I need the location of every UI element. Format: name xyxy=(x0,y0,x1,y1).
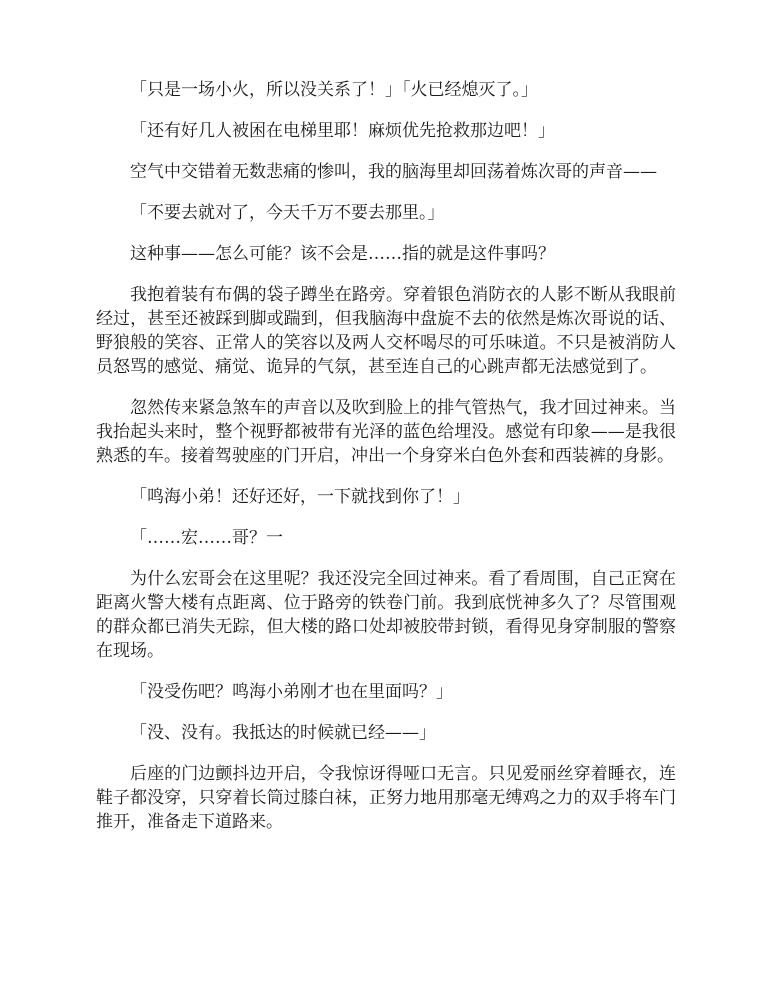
paragraph-12: 「没、没有。我抵达的时候就已经——」 xyxy=(130,723,436,743)
paragraph-13: 后座的门边颤抖边开启，令我惊讶得哑口无言。只见爱丽丝穿着睡衣，连鞋子都没穿，只穿着长筒过膝白袜，正努力地用那毫无缚鸡之力的双手将车门推开，准备走下道路来。 xyxy=(96,764,676,832)
paragraph-2: 「还有好几人被困在电梯里耶！麻烦优先抢救那边吧！」 xyxy=(130,121,555,141)
paragraph-11: 「没受伤吧？鸣海小弟刚才也在里面吗？」 xyxy=(130,682,453,702)
paragraph-4: 「不要去就对了，今天千万不要去那里。」 xyxy=(130,203,445,223)
paragraph-7: 忽然传来紧急煞车的声音以及吹到脸上的排气管热气，我才回过神来。当我抬起头来时，整个视野都被带有光泽的蓝色给埋没。感觉有印象——是我很熟悉的车。接着驾驶座的门开启，冲出一个身穿米白色外套和西装裤的身影。 xyxy=(96,398,676,466)
paragraph-3: 空气中交错着无数悲痛的惨叫，我的脑海里却回荡着炼次哥的声音—— xyxy=(130,162,657,182)
paragraph-10: 为什么宏哥会在这里呢？我还没完全回过神来。看了看周围，自己正窝在距离火警大楼有点距离、位于路旁的铁卷门前。我到底恍神多久了？尽管围观的群众都已消失无踪，但大楼的路口处却被胶带封锁，看得见身穿制服的警察在现场。 xyxy=(96,569,676,661)
paragraph-5: 这种事——怎么可能？该不会是……指的就是这件事吗？ xyxy=(130,244,555,264)
paragraph-9: 「……宏……哥？一 xyxy=(130,528,283,548)
paragraph-6: 我抱着装有布偶的袋子蹲坐在路旁。穿着银色消防衣的人影不断从我眼前经过，甚至还被踩到脚或踹到，但我脑海中盘旋不去的依然是炼次哥说的话、野狼般的笑容、正常人的笑容以及两人交杯喝尽的可乐味道。不只是被消防人员怒骂的感觉、痛觉、诡异的气氛，甚至连自己的心跳声都无法感觉到了。 xyxy=(96,285,676,377)
paragraph-1: 「只是一场小火，所以没关系了！」「火已经熄灭了。」 xyxy=(130,80,538,100)
document-page xyxy=(96,78,676,851)
paragraph-8: 「鸣海小弟！还好还好，一下就找到你了！」 xyxy=(130,487,470,507)
